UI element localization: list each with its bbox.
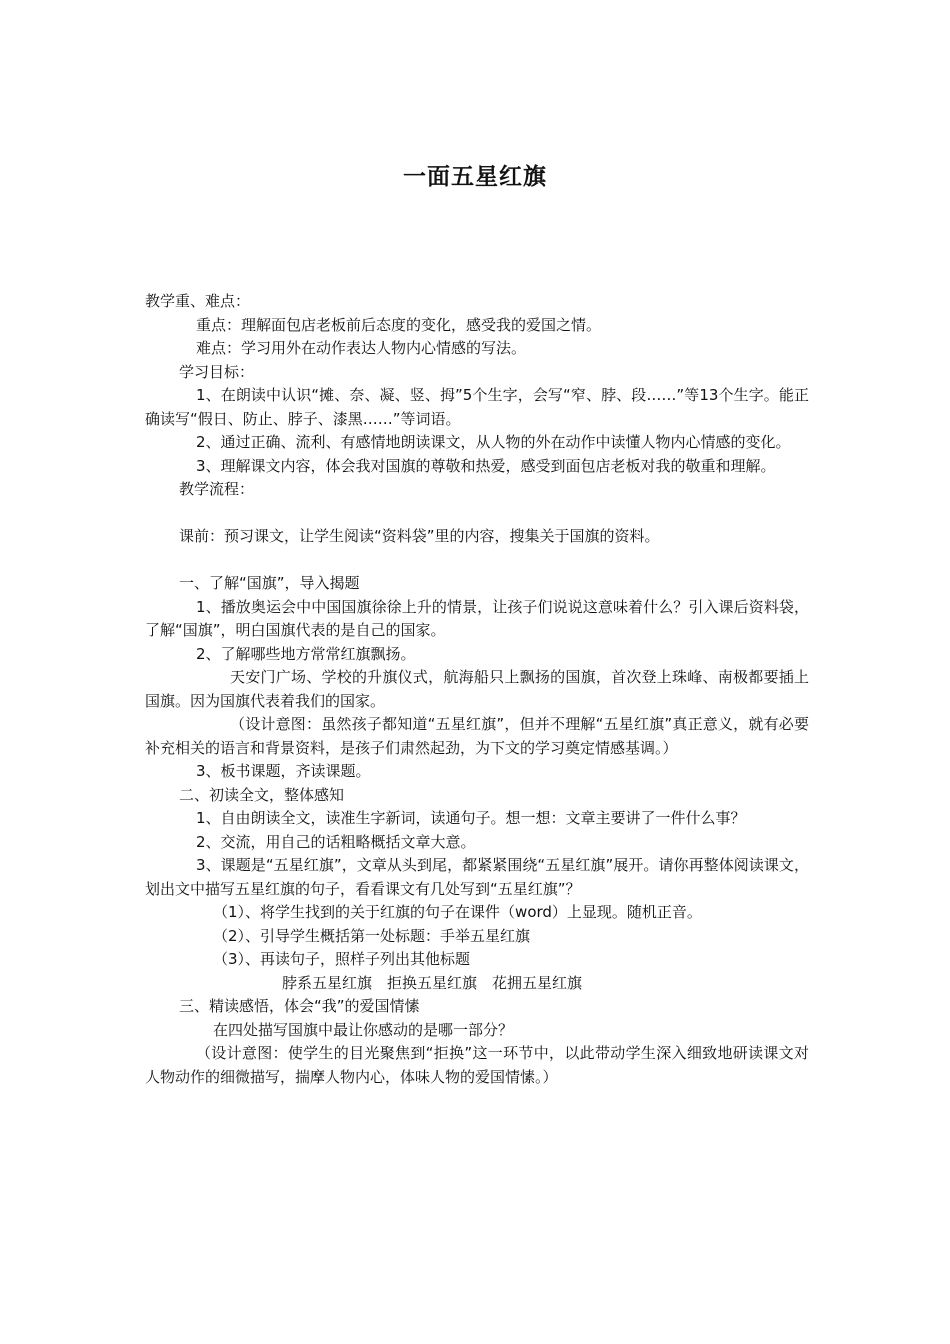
part-2-step-1: 1、自由朗读全文，读准生字新词，读通句子。想一想：文章主要讲了一件什么事？	[196, 809, 746, 827]
document-body	[145, 290, 809, 1089]
part-2-substep-3: （3）、再读句子，照样子列出其他标题	[213, 950, 471, 968]
section-heading-process: 教学流程：	[179, 480, 255, 498]
key-point: 重点：理解面包店老板前后态度的变化，感受我的爱国之情。	[196, 315, 602, 334]
part-2-step-3: 3、课题是“五星红旗”，文章从头到尾，都紧紧围绕“五星红旗”展开。请你再整体阅读课文，划出文中描写五星红旗的句子，看看课文有几处写到“五星红旗”？	[145, 856, 809, 898]
part-1-heading: 一、了解“国旗”，导入揭题	[179, 574, 360, 592]
spacer	[145, 502, 809, 526]
document-title: 一面五星红旗	[403, 164, 547, 190]
flag-titles-list: 脖系五星红旗 拒换五星红旗 花拥五星红旗	[282, 973, 583, 992]
section-heading-focus: 教学重、难点：	[145, 292, 251, 310]
objective-2: 2、通过正确、流利、有感情地朗读课文，从人物的外在动作中读懂人物内心情感的变化。	[196, 433, 791, 451]
part-1-step-1: 1、播放奥运会中中国国旗徐徐上升的情景，让孩子们说说这意味着什么？引入课后资料袋，了解“国旗”，明白国旗代表的是自己的国家。	[145, 597, 809, 639]
design-intent-1: （设计意图：虽然孩子都知道“五星红旗”，但并不理解“五星红旗”真正意义，就有必要补充相关的语言和背景资料，是孩子们肃然起劲，为下文的学习奠定情感基调。）	[145, 715, 809, 757]
part-2-heading: 二、初读全文，整体感知	[179, 785, 345, 804]
part-1-step-3: 3、板书课题，齐读课题。	[196, 762, 371, 780]
part-3-question: 在四处描写国旗中最让你感动的是哪一部分？	[213, 1020, 514, 1039]
part-1-step-2-detail: 天安门广场、学校的升旗仪式，航海船只上飘扬的国旗，首次登上珠峰、南极都要插上国旗。因为国旗代表着我们的国家。	[145, 668, 809, 710]
section-heading-objectives: 学习目标：	[179, 362, 255, 381]
spacer	[145, 549, 809, 573]
objective-1: 1、在朗读中认识“摊、奈、凝、竖、拇”5个生字，会写“窄、脖、段……”等13个生字。能正确读写“假日、防止、脖子、漆黑……”等词语。	[145, 386, 809, 428]
difficult-point: 难点：学习用外在动作表达人物内心情感的写法。	[196, 339, 527, 357]
design-intent-2: （设计意图：使学生的目光聚焦到“拒换”这一环节中，以此带动学生深入细致地研读课文对人物动作的细微描写，揣摩人物内心，体味人物的爱国情愫。）	[145, 1044, 809, 1086]
part-2-step-2: 2、交流，用自己的话粗略概括文章大意。	[196, 832, 476, 851]
objective-3: 3、理解课文内容，体会我对国旗的尊敬和热爱，感受到面包店老板对我的敬重和理解。	[196, 456, 776, 475]
pre-class-note: 课前：预习课文，让学生阅读“资料袋”里的内容，搜集关于国旗的资料。	[179, 527, 660, 545]
part-1-step-2: 2、了解哪些地方常常红旗飘扬。	[196, 644, 416, 663]
part-2-substep-1: （1）、将学生找到的关于红旗的句子在课件（word）上显现。随机正音。	[213, 903, 702, 921]
part-3-heading: 三、精读感悟，体会“我”的爱国情愫	[179, 997, 420, 1015]
part-2-substep-2: （2）、引导学生概括第一处标题：手举五星红旗	[213, 926, 531, 945]
